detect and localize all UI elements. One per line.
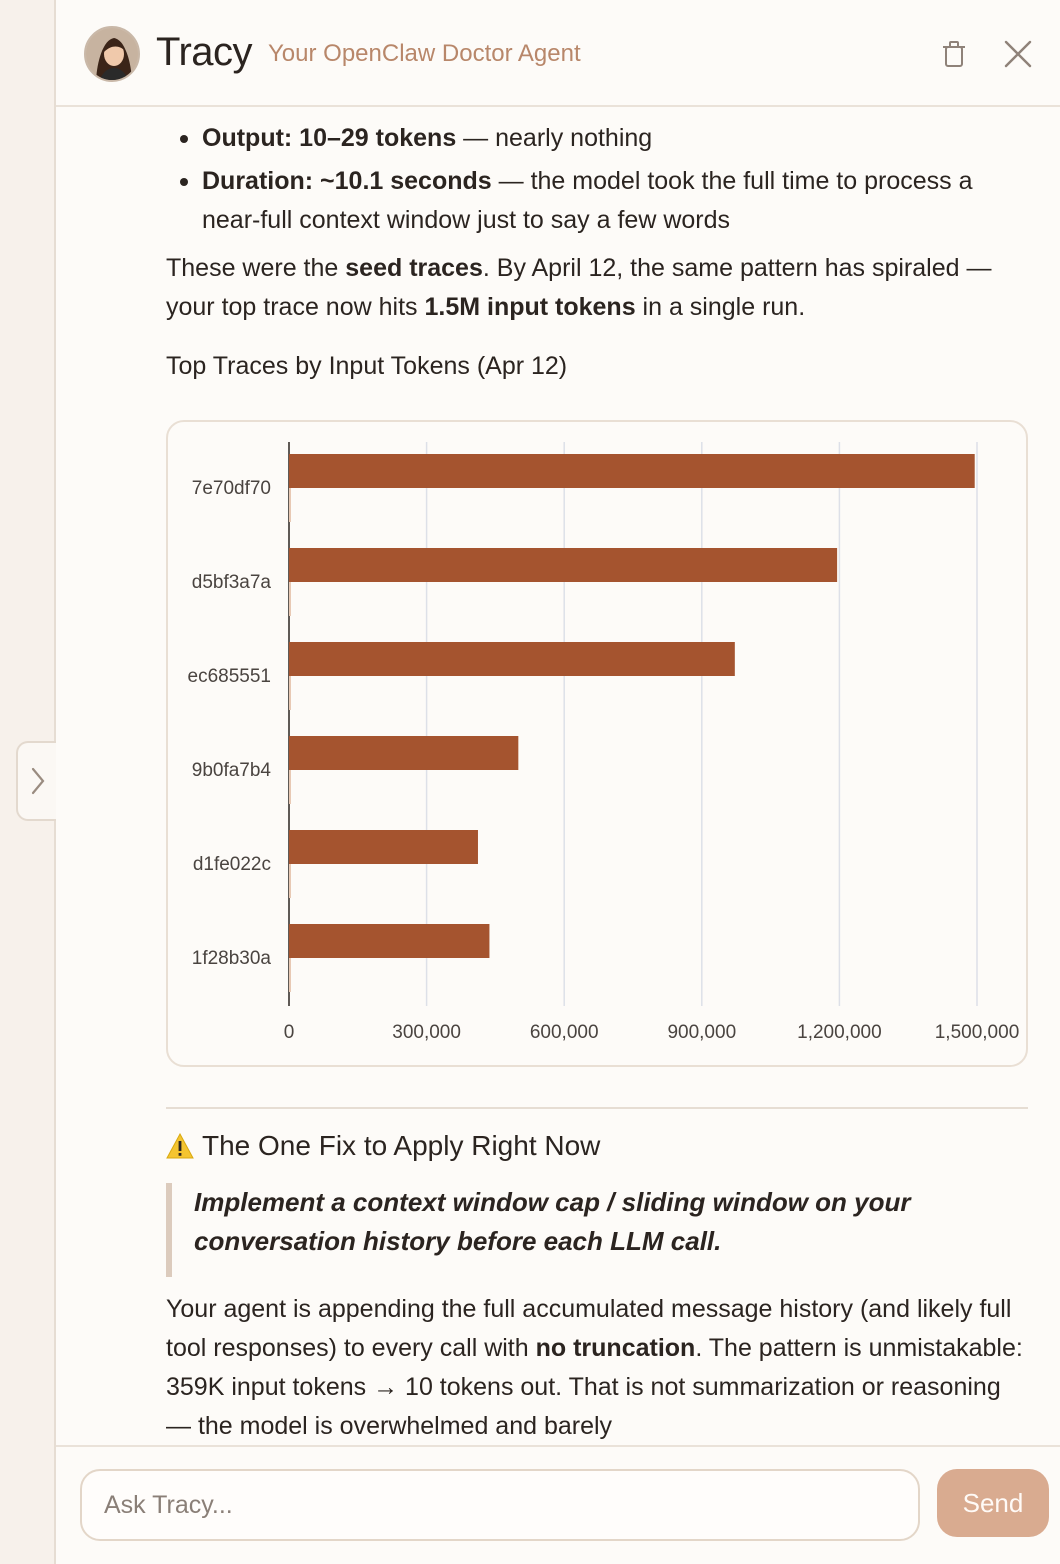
clear-chat-button[interactable] [932, 32, 976, 76]
close-icon [1003, 39, 1033, 69]
fix-heading-text: The One Fix to Apply Right Now [202, 1130, 601, 1161]
paragraph-explanation: Your agent is appending the full accumulated message history (and likely full tool responses) to every call with no truncation. The pattern is unmistakable: 359K input tokens → 10 tokens out. That is not summarization or reasoning — the model is overwhelmed and barely [166, 1295, 1023, 1440]
bar-secondary-ec685551 [289, 676, 291, 710]
close-button[interactable] [996, 32, 1040, 76]
bullet-list [166, 119, 1028, 240]
y-tick-label: ec685551 [187, 666, 271, 687]
send-button[interactable]: Send [937, 1469, 1049, 1537]
bar-d1fe022c [289, 830, 478, 864]
chart-title: Top Traces by Input Tokens (Apr 12) [166, 352, 568, 380]
fix-heading [166, 1130, 600, 1162]
bar-secondary-7e70df70 [289, 488, 291, 522]
x-tick-label: 900,000 [667, 1022, 737, 1043]
chat-header [56, 0, 1060, 107]
chat-panel [56, 0, 1060, 1564]
x-tick-label: 600,000 [529, 1022, 599, 1043]
x-tick-label: 1,200,000 [797, 1022, 882, 1043]
avatar-portrait [86, 28, 140, 82]
y-tick-label: d5bf3a7a [191, 572, 271, 593]
chevron-right-icon [30, 766, 46, 796]
bar-secondary-9b0fa7b4 [289, 770, 291, 804]
x-tick-label: 0 [283, 1022, 295, 1043]
bar-9b0fa7b4 [289, 736, 518, 770]
fix-quote: Implement a context window cap / sliding window on your conversation history before each LLM call. [166, 1183, 1028, 1277]
bar-7e70df70 [289, 454, 975, 488]
paragraph-seed-traces: These were the seed traces. By April 12, the same pattern has spiraled — your top trace now hits 1.5M input tokens in a single run. [166, 254, 992, 321]
message-area [56, 109, 1060, 1445]
y-tick-label: 9b0fa7b4 [191, 760, 271, 781]
sidebar-toggle-button[interactable] [16, 741, 58, 821]
divider [166, 1107, 1028, 1109]
warning-icon [166, 1133, 194, 1159]
composer [56, 1445, 1060, 1564]
bar-chart [168, 422, 1026, 1065]
bar-1f28b30a [289, 924, 489, 958]
bar-ec685551 [289, 642, 735, 676]
bar-secondary-d5bf3a7a [289, 582, 291, 616]
y-tick-label: d1fe022c [192, 854, 271, 875]
bar-secondary-1f28b30a [289, 958, 291, 992]
list-item: Duration: ~10.1 seconds — the model took the full time to process a near-full context window just to say a few words [202, 162, 1028, 240]
chart-card [166, 420, 1028, 1067]
y-tick-label: 1f28b30a [191, 948, 271, 969]
list-item: Output: 10–29 tokens — nearly nothing [202, 119, 1028, 158]
agent-name: Tracy [156, 30, 253, 74]
bar-d5bf3a7a [289, 548, 837, 582]
y-tick-label: 7e70df70 [191, 478, 271, 499]
agent-subtitle: Your OpenClaw Doctor Agent [268, 40, 581, 67]
ask-input[interactable] [80, 1469, 920, 1541]
x-tick-label: 1,500,000 [934, 1022, 1020, 1043]
bar-secondary-d1fe022c [289, 864, 291, 898]
avatar [84, 26, 140, 82]
trash-icon [941, 40, 967, 68]
x-tick-label: 300,000 [392, 1022, 461, 1043]
